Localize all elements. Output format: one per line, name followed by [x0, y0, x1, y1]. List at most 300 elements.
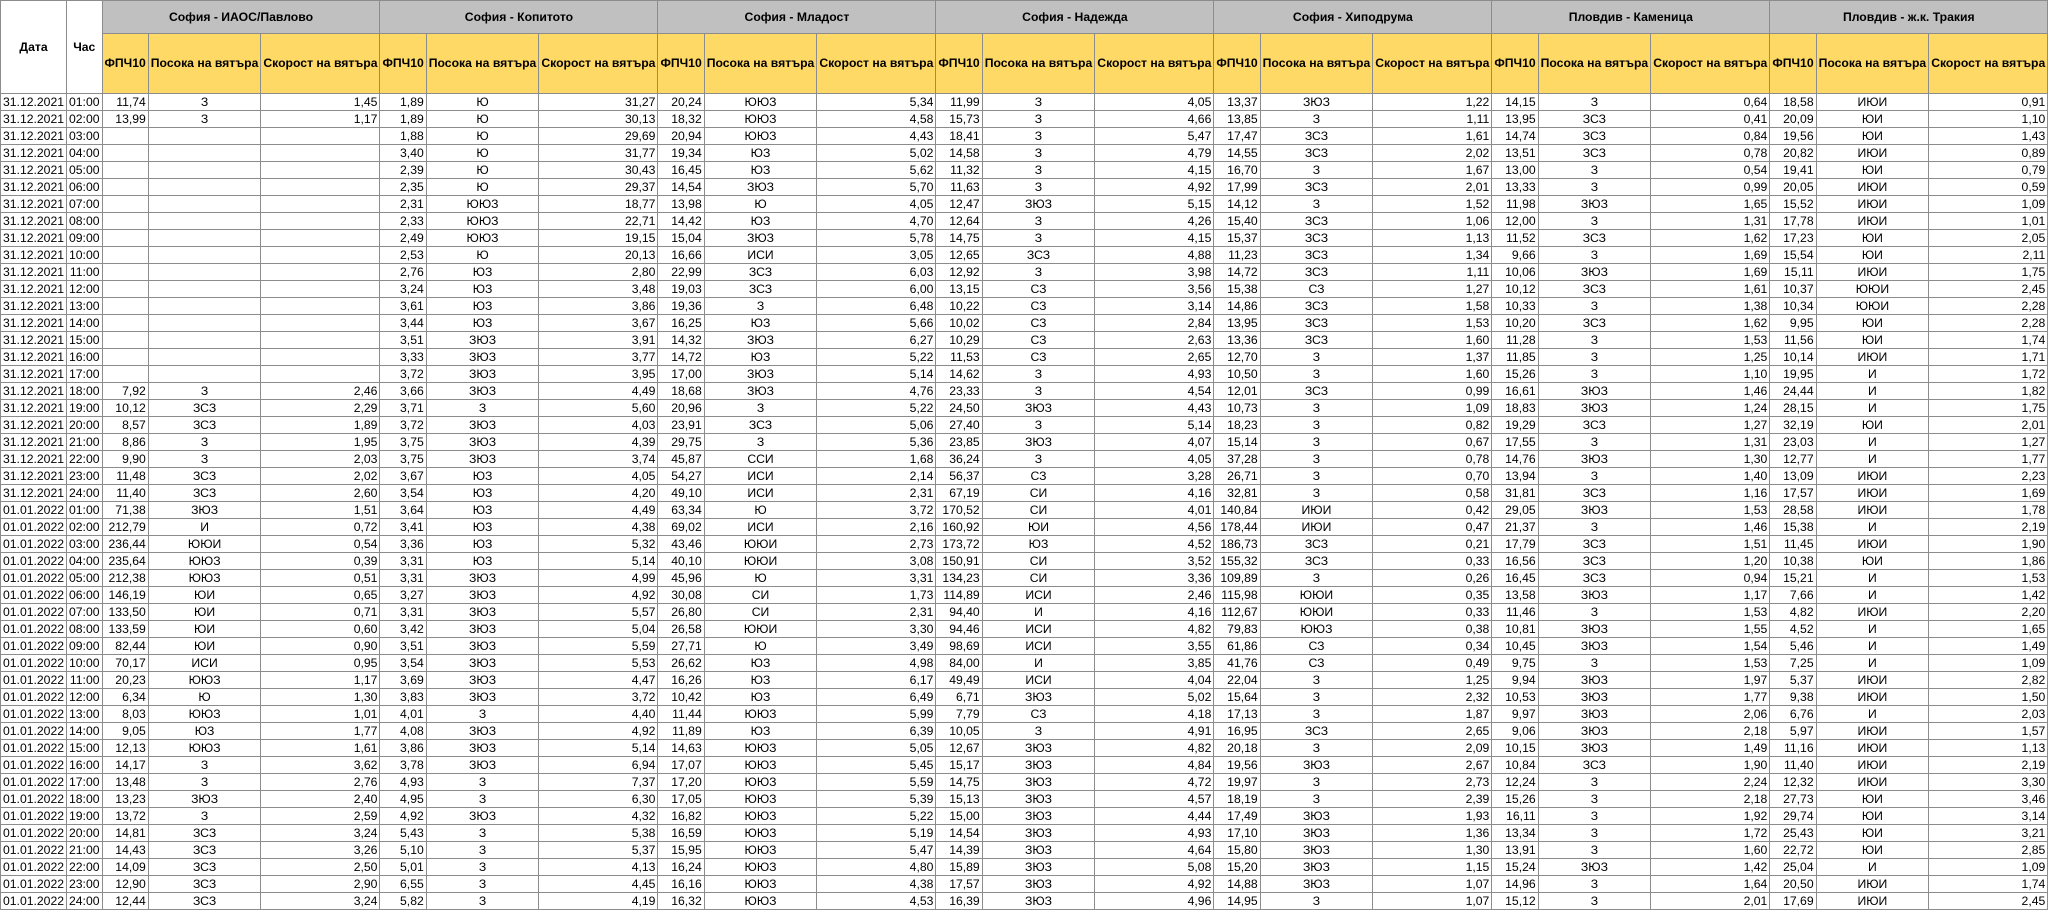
- pm10-cell: 3,86: [380, 740, 426, 757]
- wind-speed-cell: 1,38: [1651, 298, 1770, 315]
- date-cell: 31.12.2021: [1, 366, 67, 383]
- wind-direction-cell: СЗ: [1260, 655, 1373, 672]
- wind-direction-cell: И: [1816, 519, 1929, 536]
- wind-speed-cell: 4,20: [539, 485, 658, 502]
- pm10-cell: 3,72: [380, 366, 426, 383]
- wind-speed-cell: 29,69: [539, 128, 658, 145]
- pm10-cell: 11,40: [1770, 757, 1816, 774]
- wind-direction-cell: ЮИ: [148, 638, 261, 655]
- wind-speed-cell: [261, 128, 380, 145]
- pm10-cell: 15,12: [1492, 893, 1538, 910]
- pm10-cell: 12,67: [936, 740, 982, 757]
- wind-direction-cell: ЗСЗ: [148, 859, 261, 876]
- pm10-cell: 109,89: [1214, 570, 1260, 587]
- wind-speed-cell: 29,37: [539, 179, 658, 196]
- pm10-cell: [102, 349, 148, 366]
- wind-direction-cell: ЗСЗ: [1260, 128, 1373, 145]
- table-body: [1, 94, 2048, 910]
- wind-speed-cell: 1,50: [1929, 689, 2048, 706]
- wind-direction-cell: З: [1260, 434, 1373, 451]
- wind-speed-cell: 3,31: [817, 570, 936, 587]
- pm10-column-header: ФПЧ10: [658, 34, 704, 94]
- pm10-cell: 15,64: [1214, 689, 1260, 706]
- hour-cell: 01:00: [67, 94, 103, 111]
- wind-speed-cell: 3,85: [1095, 655, 1214, 672]
- date-cell: 31.12.2021: [1, 298, 67, 315]
- wind-speed-cell: 2,16: [817, 519, 936, 536]
- wind-direction-cell: ЗСЗ: [1260, 230, 1373, 247]
- wind-speed-cell: 4,07: [1095, 434, 1214, 451]
- table-row: [1, 893, 2048, 910]
- pm10-cell: 13,95: [1492, 111, 1538, 128]
- wind-direction-cell: ЗЮЗ: [426, 349, 539, 366]
- wind-speed-column-header: Скорост на вятъра: [1651, 34, 1770, 94]
- pm10-cell: 49,49: [936, 672, 982, 689]
- wind-direction-cell: ИЮИ: [1816, 893, 1929, 910]
- wind-direction-column-header: Посока на вятъра: [982, 34, 1095, 94]
- pm10-cell: 7,66: [1770, 587, 1816, 604]
- pm10-cell: 63,34: [658, 502, 704, 519]
- wind-speed-cell: 2,90: [261, 876, 380, 893]
- hour-cell: 17:00: [67, 366, 103, 383]
- wind-speed-cell: 2,09: [1373, 740, 1492, 757]
- wind-direction-cell: ЗЮЗ: [704, 230, 817, 247]
- wind-speed-cell: 4,16: [1095, 485, 1214, 502]
- date-cell: 31.12.2021: [1, 94, 67, 111]
- wind-direction-cell: СЗ: [1260, 638, 1373, 655]
- wind-speed-cell: [261, 298, 380, 315]
- wind-speed-cell: 2,85: [1929, 842, 2048, 859]
- wind-direction-cell: З: [426, 825, 539, 842]
- pm10-cell: 11,23: [1214, 247, 1260, 264]
- pm10-cell: 28,58: [1770, 502, 1816, 519]
- wind-speed-cell: 5,59: [817, 774, 936, 791]
- wind-speed-cell: 1,46: [1651, 383, 1770, 400]
- pm10-cell: 18,19: [1214, 791, 1260, 808]
- wind-speed-cell: 1,62: [1651, 230, 1770, 247]
- wind-speed-cell: 1,11: [1373, 111, 1492, 128]
- wind-speed-cell: 0,47: [1373, 519, 1492, 536]
- wind-direction-cell: ЮИ: [1816, 791, 1929, 808]
- pm10-cell: [102, 264, 148, 281]
- wind-speed-cell: 3,86: [539, 298, 658, 315]
- pm10-cell: 19,34: [658, 145, 704, 162]
- wind-speed-cell: 4,82: [1095, 740, 1214, 757]
- date-cell: 01.01.2022: [1, 655, 67, 672]
- table-row: [1, 638, 2048, 655]
- wind-direction-cell: ЗЮЗ: [982, 791, 1095, 808]
- pm10-cell: 31,81: [1492, 485, 1538, 502]
- wind-direction-cell: ЗЮЗ: [426, 383, 539, 400]
- pm10-cell: 1,88: [380, 128, 426, 145]
- pm10-cell: 19,95: [1770, 366, 1816, 383]
- wind-speed-cell: 2,63: [1095, 332, 1214, 349]
- pm10-cell: 14,63: [658, 740, 704, 757]
- pm10-cell: 4,01: [380, 706, 426, 723]
- wind-direction-cell: ЗЮЗ: [426, 570, 539, 587]
- wind-direction-cell: З: [148, 94, 261, 111]
- table-row: [1, 383, 2048, 400]
- wind-speed-cell: 5,05: [817, 740, 936, 757]
- wind-speed-cell: 2,76: [261, 774, 380, 791]
- pm10-cell: 7,25: [1770, 655, 1816, 672]
- wind-speed-cell: 3,14: [1095, 298, 1214, 315]
- wind-direction-cell: З: [1538, 791, 1651, 808]
- wind-speed-cell: 2,31: [817, 604, 936, 621]
- wind-speed-cell: 1,61: [1373, 128, 1492, 145]
- pm10-cell: 82,44: [102, 638, 148, 655]
- pm10-cell: 16,26: [658, 672, 704, 689]
- wind-direction-cell: ЗСЗ: [148, 893, 261, 910]
- wind-direction-cell: ЗСЗ: [1260, 264, 1373, 281]
- pm10-cell: 3,75: [380, 434, 426, 451]
- pm10-cell: 12,90: [102, 876, 148, 893]
- table-row: [1, 536, 2048, 553]
- wind-direction-cell: Ю: [426, 111, 539, 128]
- pm10-cell: 9,05: [102, 723, 148, 740]
- wind-speed-cell: 20,13: [539, 247, 658, 264]
- wind-speed-cell: 1,53: [1651, 604, 1770, 621]
- wind-direction-cell: З: [1538, 842, 1651, 859]
- wind-speed-cell: 18,77: [539, 196, 658, 213]
- wind-speed-cell: 1,53: [1651, 502, 1770, 519]
- date-cell: 01.01.2022: [1, 723, 67, 740]
- wind-speed-cell: 2,01: [1373, 179, 1492, 196]
- wind-direction-cell: ЮЗ: [704, 672, 817, 689]
- pm10-cell: [102, 230, 148, 247]
- pm10-cell: 14,72: [658, 349, 704, 366]
- wind-speed-cell: [261, 247, 380, 264]
- wind-speed-cell: 5,70: [817, 179, 936, 196]
- wind-direction-cell: ЮИ: [1816, 553, 1929, 570]
- pm10-cell: 15,40: [1214, 213, 1260, 230]
- pm10-cell: 13,51: [1492, 145, 1538, 162]
- wind-direction-cell: З: [1260, 349, 1373, 366]
- wind-direction-cell: З: [426, 774, 539, 791]
- pm10-cell: 21,37: [1492, 519, 1538, 536]
- wind-direction-cell: ЮЮИ: [1816, 281, 1929, 298]
- pm10-cell: 2,76: [380, 264, 426, 281]
- wind-speed-cell: 1,89: [261, 417, 380, 434]
- wind-speed-cell: 1,42: [1929, 587, 2048, 604]
- date-cell: 01.01.2022: [1, 587, 67, 604]
- pm10-cell: 16,32: [658, 893, 704, 910]
- wind-direction-cell: З: [426, 842, 539, 859]
- pm10-cell: 16,82: [658, 808, 704, 825]
- pm10-cell: 3,78: [380, 757, 426, 774]
- wind-speed-cell: 1,49: [1651, 740, 1770, 757]
- pm10-cell: 7,79: [936, 706, 982, 723]
- date-cell: 01.01.2022: [1, 740, 67, 757]
- wind-direction-cell: Ю: [426, 247, 539, 264]
- wind-speed-cell: 1,93: [1373, 808, 1492, 825]
- pm10-cell: 18,23: [1214, 417, 1260, 434]
- wind-speed-cell: 2,02: [1373, 145, 1492, 162]
- date-cell: 01.01.2022: [1, 672, 67, 689]
- wind-speed-cell: 6,27: [817, 332, 936, 349]
- wind-direction-column-header: Посока на вятъра: [1538, 34, 1651, 94]
- pm10-cell: 6,71: [936, 689, 982, 706]
- wind-speed-cell: 1,62: [1651, 315, 1770, 332]
- wind-direction-cell: И: [1816, 570, 1929, 587]
- pm10-cell: 29,74: [1770, 808, 1816, 825]
- table-row: [1, 332, 2048, 349]
- wind-direction-cell: З: [1538, 825, 1651, 842]
- wind-direction-cell: ЗЮЗ: [1538, 638, 1651, 655]
- wind-direction-cell: З: [148, 383, 261, 400]
- wind-direction-cell: ИЮИ: [1816, 672, 1929, 689]
- pm10-cell: 3,83: [380, 689, 426, 706]
- wind-direction-cell: З: [1260, 451, 1373, 468]
- wind-speed-cell: 1,45: [261, 94, 380, 111]
- pm10-cell: [102, 128, 148, 145]
- wind-speed-cell: 4,52: [1095, 536, 1214, 553]
- wind-direction-cell: З: [426, 859, 539, 876]
- wind-direction-cell: ЗЮЗ: [426, 655, 539, 672]
- pm10-cell: 9,90: [102, 451, 148, 468]
- wind-speed-cell: 2,60: [261, 485, 380, 502]
- pm10-cell: 16,11: [1492, 808, 1538, 825]
- pm10-cell: 15,00: [936, 808, 982, 825]
- pm10-cell: 11,99: [936, 94, 982, 111]
- wind-direction-cell: З: [1260, 196, 1373, 213]
- pm10-cell: [102, 281, 148, 298]
- wind-speed-cell: 1,52: [1373, 196, 1492, 213]
- wind-speed-cell: 0,64: [1651, 94, 1770, 111]
- pm10-cell: 17,10: [1214, 825, 1260, 842]
- pm10-cell: 4,92: [380, 808, 426, 825]
- wind-speed-cell: 3,28: [1095, 468, 1214, 485]
- wind-speed-cell: 1,24: [1651, 400, 1770, 417]
- pm10-cell: 27,71: [658, 638, 704, 655]
- wind-direction-cell: ЗЮЗ: [1538, 706, 1651, 723]
- pm10-cell: 10,53: [1492, 689, 1538, 706]
- hour-cell: 15:00: [67, 740, 103, 757]
- pm10-cell: 10,12: [1492, 281, 1538, 298]
- pm10-cell: 14,81: [102, 825, 148, 842]
- wind-direction-cell: ЮЮЗ: [426, 213, 539, 230]
- wind-speed-cell: 1,01: [261, 706, 380, 723]
- wind-direction-cell: [148, 281, 261, 298]
- table-row: [1, 349, 2048, 366]
- pm10-cell: 11,40: [102, 485, 148, 502]
- wind-direction-cell: З: [1538, 808, 1651, 825]
- pm10-cell: 49,10: [658, 485, 704, 502]
- pm10-cell: 3,36: [380, 536, 426, 553]
- pm10-cell: 10,14: [1770, 349, 1816, 366]
- wind-speed-cell: 5,59: [539, 638, 658, 655]
- pm10-cell: 3,31: [380, 604, 426, 621]
- wind-direction-cell: ЗЮЗ: [704, 332, 817, 349]
- wind-direction-cell: З: [1538, 298, 1651, 315]
- wind-direction-cell: ЗСЗ: [1538, 536, 1651, 553]
- wind-speed-cell: 4,38: [539, 519, 658, 536]
- wind-speed-cell: 2,50: [261, 859, 380, 876]
- wind-speed-cell: 2,24: [1651, 774, 1770, 791]
- hour-cell: 09:00: [67, 638, 103, 655]
- wind-direction-cell: ИЮИ: [1260, 502, 1373, 519]
- wind-direction-cell: З: [148, 808, 261, 825]
- wind-speed-cell: 5,78: [817, 230, 936, 247]
- wind-direction-cell: ИЮИ: [1816, 349, 1929, 366]
- wind-direction-cell: ЮЮИ: [1260, 587, 1373, 604]
- wind-direction-cell: ЗСЗ: [148, 876, 261, 893]
- wind-direction-cell: З: [148, 757, 261, 774]
- wind-direction-cell: З: [1260, 417, 1373, 434]
- hour-cell: 06:00: [67, 587, 103, 604]
- wind-speed-cell: 1,01: [1929, 213, 2048, 230]
- date-cell: 01.01.2022: [1, 757, 67, 774]
- wind-direction-cell: ЮЗ: [704, 689, 817, 706]
- wind-direction-cell: ЗЮЗ: [426, 740, 539, 757]
- wind-speed-cell: [261, 213, 380, 230]
- wind-speed-cell: 2,46: [1095, 587, 1214, 604]
- wind-direction-cell: ЗЮЗ: [1538, 400, 1651, 417]
- wind-speed-cell: 0,26: [1373, 570, 1492, 587]
- pm10-cell: 15,38: [1770, 519, 1816, 536]
- wind-direction-cell: ИСИ: [982, 621, 1095, 638]
- wind-speed-cell: 5,34: [817, 94, 936, 111]
- pm10-cell: 14,54: [658, 179, 704, 196]
- pm10-cell: [102, 315, 148, 332]
- wind-direction-cell: ИСИ: [704, 247, 817, 264]
- hour-cell: 16:00: [67, 757, 103, 774]
- wind-direction-cell: ИСИ: [704, 519, 817, 536]
- wind-direction-cell: СИ: [982, 485, 1095, 502]
- wind-direction-cell: ЗСЗ: [1538, 570, 1651, 587]
- wind-direction-cell: ИСИ: [148, 655, 261, 672]
- wind-direction-cell: [148, 179, 261, 196]
- wind-direction-cell: [148, 332, 261, 349]
- date-cell: 31.12.2021: [1, 468, 67, 485]
- wind-direction-cell: ЗЮЗ: [426, 417, 539, 434]
- wind-direction-cell: ЗЮЗ: [426, 332, 539, 349]
- wind-speed-cell: 5,66: [817, 315, 936, 332]
- wind-speed-cell: 19,15: [539, 230, 658, 247]
- wind-speed-cell: 1,27: [1373, 281, 1492, 298]
- wind-direction-cell: И: [1816, 383, 1929, 400]
- wind-speed-cell: 5,02: [1095, 689, 1214, 706]
- pm10-cell: 13,37: [1214, 94, 1260, 111]
- pm10-cell: 10,37: [1770, 281, 1816, 298]
- pm10-cell: 94,46: [936, 621, 982, 638]
- wind-direction-cell: З: [982, 723, 1095, 740]
- pm10-cell: 4,08: [380, 723, 426, 740]
- wind-speed-cell: 1,17: [1651, 587, 1770, 604]
- wind-speed-cell: 1,61: [261, 740, 380, 757]
- hour-cell: 02:00: [67, 519, 103, 536]
- pm10-cell: 24,44: [1770, 383, 1816, 400]
- wind-speed-cell: 5,22: [817, 808, 936, 825]
- pm10-cell: 25,04: [1770, 859, 1816, 876]
- table-row: [1, 706, 2048, 723]
- wind-speed-cell: 1,13: [1929, 740, 2048, 757]
- wind-speed-cell: 3,55: [1095, 638, 1214, 655]
- hour-cell: 09:00: [67, 230, 103, 247]
- pm10-cell: 235,64: [102, 553, 148, 570]
- wind-direction-cell: ЗСЗ: [1538, 145, 1651, 162]
- wind-speed-cell: 0,99: [1373, 383, 1492, 400]
- pm10-cell: 23,33: [936, 383, 982, 400]
- table-row: [1, 111, 2048, 128]
- pm10-cell: 10,50: [1214, 366, 1260, 383]
- wind-direction-cell: З: [982, 111, 1095, 128]
- wind-direction-cell: ЗСЗ: [148, 842, 261, 859]
- wind-speed-cell: 4,39: [539, 434, 658, 451]
- pm10-cell: 11,89: [658, 723, 704, 740]
- wind-speed-cell: 4,96: [1095, 893, 1214, 910]
- wind-direction-cell: ЮЗ: [426, 264, 539, 281]
- wind-direction-cell: ЗЮЗ: [982, 757, 1095, 774]
- wind-direction-cell: ЗЮЗ: [1538, 196, 1651, 213]
- wind-speed-cell: 5,62: [817, 162, 936, 179]
- wind-speed-cell: 6,39: [817, 723, 936, 740]
- wind-direction-cell: ЮИ: [1816, 315, 1929, 332]
- wind-speed-cell: 1,51: [1651, 536, 1770, 553]
- wind-direction-cell: ЮЮИ: [704, 621, 817, 638]
- wind-direction-cell: ЗЮЗ: [982, 740, 1095, 757]
- wind-speed-cell: 0,82: [1373, 417, 1492, 434]
- table-row: [1, 281, 2048, 298]
- wind-direction-cell: И: [1816, 434, 1929, 451]
- wind-direction-cell: З: [1538, 366, 1651, 383]
- table-row: [1, 162, 2048, 179]
- date-column-header: Дата: [1, 1, 67, 94]
- wind-direction-column-header: Посока на вятъра: [1260, 34, 1373, 94]
- wind-speed-cell: 6,49: [817, 689, 936, 706]
- wind-direction-cell: ИСИ: [704, 468, 817, 485]
- wind-speed-cell: 6,00: [817, 281, 936, 298]
- wind-direction-cell: ЗСЗ: [1538, 111, 1651, 128]
- wind-direction-cell: ЗЮЗ: [1538, 740, 1651, 757]
- wind-speed-cell: 2,73: [817, 536, 936, 553]
- pm10-cell: 15,04: [658, 230, 704, 247]
- wind-speed-cell: 1,82: [1929, 383, 2048, 400]
- date-cell: 31.12.2021: [1, 145, 67, 162]
- wind-direction-cell: З: [1538, 774, 1651, 791]
- wind-speed-cell: 4,49: [539, 502, 658, 519]
- wind-direction-cell: И: [148, 519, 261, 536]
- pm10-cell: 13,95: [1214, 315, 1260, 332]
- wind-speed-cell: 4,99: [539, 570, 658, 587]
- pm10-cell: 10,81: [1492, 621, 1538, 638]
- pm10-cell: 10,29: [936, 332, 982, 349]
- pm10-cell: 45,96: [658, 570, 704, 587]
- table-row: [1, 842, 2048, 859]
- pm10-cell: 114,89: [936, 587, 982, 604]
- pm10-cell: 30,08: [658, 587, 704, 604]
- wind-speed-cell: 0,89: [1929, 145, 2048, 162]
- date-cell: 01.01.2022: [1, 808, 67, 825]
- wind-speed-cell: 4,93: [1095, 366, 1214, 383]
- pm10-cell: 9,06: [1492, 723, 1538, 740]
- wind-speed-cell: 3,24: [261, 893, 380, 910]
- wind-direction-cell: ЗЮЗ: [1538, 689, 1651, 706]
- wind-direction-cell: ЗЮЗ: [148, 791, 261, 808]
- hour-cell: 05:00: [67, 162, 103, 179]
- wind-speed-cell: 3,49: [817, 638, 936, 655]
- wind-direction-cell: ЗСЗ: [1538, 417, 1651, 434]
- wind-direction-cell: ЗСЗ: [148, 485, 261, 502]
- pm10-cell: 5,43: [380, 825, 426, 842]
- wind-speed-cell: 0,38: [1373, 621, 1492, 638]
- pm10-cell: 5,82: [380, 893, 426, 910]
- pm10-cell: 11,85: [1492, 349, 1538, 366]
- wind-direction-cell: ЗЮЗ: [426, 587, 539, 604]
- pm10-cell: 20,24: [658, 94, 704, 111]
- wind-speed-cell: 5,99: [817, 706, 936, 723]
- pm10-cell: 14,72: [1214, 264, 1260, 281]
